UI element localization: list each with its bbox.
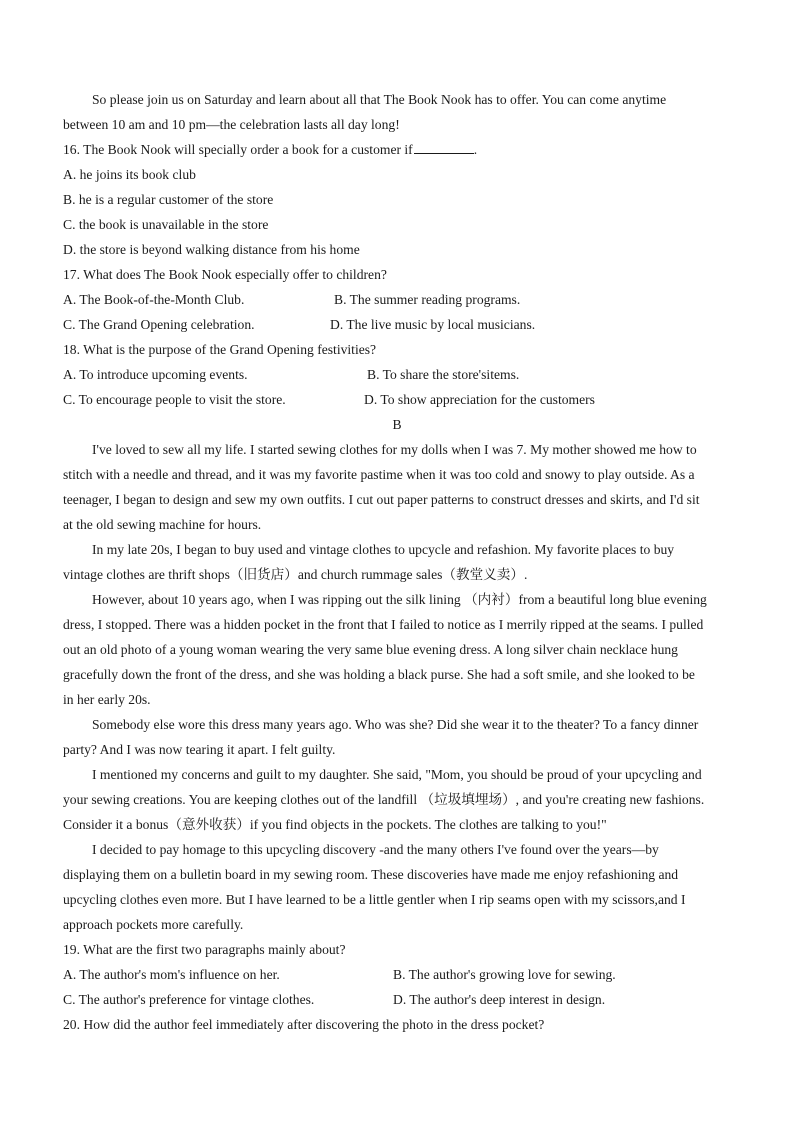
q18-options-row-1 xyxy=(63,362,729,387)
q18-option-d: D. To show appreciation for the customers xyxy=(364,392,595,407)
q19-option-d: D. The author's deep interest in design. xyxy=(393,992,606,1007)
passage-line: I decided to pay homage to this upcycling discovery -and the many others I've found over the years—by xyxy=(92,842,659,857)
passage-line: Consider it a bonus（意外收获）if you find objects in the pockets. The clothes are talking to you!" xyxy=(63,817,607,832)
question-16-text: 16. The Book Nook will specially order a book for a customer if xyxy=(63,142,413,157)
question-20-stem: 20. How did the author feel immediately after discovering the photo in the dress pocket? xyxy=(63,1017,545,1032)
passage-line: upcycling clothes even more. But I have learned to be a little gentler when I rip seams open with my scissors,and I xyxy=(63,892,686,907)
q16-option-c: C. the book is unavailable in the store xyxy=(63,217,269,232)
q19-options-row-2 xyxy=(63,987,729,1012)
question-18-stem: 18. What is the purpose of the Grand Opening festivities? xyxy=(63,342,377,357)
passage-line: vintage clothes are thrift shops（旧货店）and church rummage sales（教堂义卖）. xyxy=(63,567,528,582)
question-19-stem: 19. What are the first two paragraphs mainly about? xyxy=(63,942,346,957)
q16-option-a: A. he joins its book club xyxy=(63,167,196,182)
passage-line: party? And I was now tearing it apart. I felt guilty. xyxy=(63,742,336,757)
passage-line: out an old photo of a young woman wearing the very same blue evening dress. A long silver chain necklace hung xyxy=(63,642,678,657)
passage-line: In my late 20s, I began to buy used and vintage clothes to upcycle and refashion. My favorite places to buy xyxy=(92,542,675,557)
passage-line: approach pockets more carefully. xyxy=(63,917,244,932)
passage-line: at the old sewing machine for hours. xyxy=(63,517,262,532)
passage-line: in her early 20s. xyxy=(63,692,151,707)
passage-line: Somebody else wore this dress many years ago. Who was she? Did she wear it to the theater? To a fancy dinner xyxy=(92,717,699,732)
exam-page xyxy=(63,87,729,1037)
passage-line: your sewing creations. You are keeping clothes out of the landfill （垃圾填埋场）, and you're creating new fashions. xyxy=(63,792,705,807)
passage-line: dress, I stopped. There was a hidden pocket in the front that I failed to notice as I merrily ripped at the seams. I pulled xyxy=(63,617,704,632)
q17-option-c: C. The Grand Opening celebration. xyxy=(63,317,255,332)
passage-line: However, about 10 years ago, when I was ripping out the silk lining （内衬）from a beautiful long blue evening xyxy=(92,592,707,607)
passage-line: gracefully down the front of the dress, and she was holding a black purse. She had a soft smile, and she looked to be xyxy=(63,667,695,682)
q17-options-row-2 xyxy=(63,312,729,337)
q18-options-row-2 xyxy=(63,387,729,412)
intro-line-1: So please join us on Saturday and learn about all that The Book Nook has to offer. You can come anytime xyxy=(92,92,667,107)
intro-line-2: between 10 am and 10 pm—the celebration lasts all day long! xyxy=(63,117,400,132)
passage-line: displaying them on a bulletin board in my sewing room. These discoveries have made me enjoy refashioning and xyxy=(63,867,679,882)
question-17-stem: 17. What does The Book Nook especially offer to children? xyxy=(63,267,387,282)
question-16-stem xyxy=(63,137,729,162)
section-b-heading: B xyxy=(392,417,402,432)
q18-option-b: B. To share the store'sitems. xyxy=(367,367,520,382)
passage-line: stitch with a needle and thread, and it was my favorite pastime when it was too cold and snowy to play outside. As a xyxy=(63,467,695,482)
passage-line: I mentioned my concerns and guilt to my daughter. She said, "Mom, you should be proud of your upcycling and xyxy=(92,767,702,782)
q17-option-b: B. The summer reading programs. xyxy=(334,292,521,307)
q19-option-b: B. The author's growing love for sewing. xyxy=(393,967,616,982)
q16-option-b: B. he is a regular customer of the store xyxy=(63,192,274,207)
question-16-end: . xyxy=(473,142,478,157)
q18-option-c: C. To encourage people to visit the store. xyxy=(63,392,286,407)
q19-options-row-1 xyxy=(63,962,729,987)
q19-option-a: A. The author's mom's influence on her. xyxy=(63,967,280,982)
q19-option-c: C. The author's preference for vintage clothes. xyxy=(63,992,315,1007)
q16-option-d: D. the store is beyond walking distance from his home xyxy=(63,242,360,257)
answer-blank xyxy=(414,139,474,154)
q17-option-a: A. The Book-of-the-Month Club. xyxy=(63,292,245,307)
passage-line: I've loved to sew all my life. I started sewing clothes for my dolls when I was 7. My mother showed me how to xyxy=(92,442,697,457)
passage-line: teenager, I began to design and sew my own outfits. I cut out paper patterns to construct dresses and skirts, and I'd sit xyxy=(63,492,700,507)
q17-option-d: D. The live music by local musicians. xyxy=(330,317,536,332)
q18-option-a: A. To introduce upcoming events. xyxy=(63,367,248,382)
q17-options-row-1 xyxy=(63,287,729,312)
